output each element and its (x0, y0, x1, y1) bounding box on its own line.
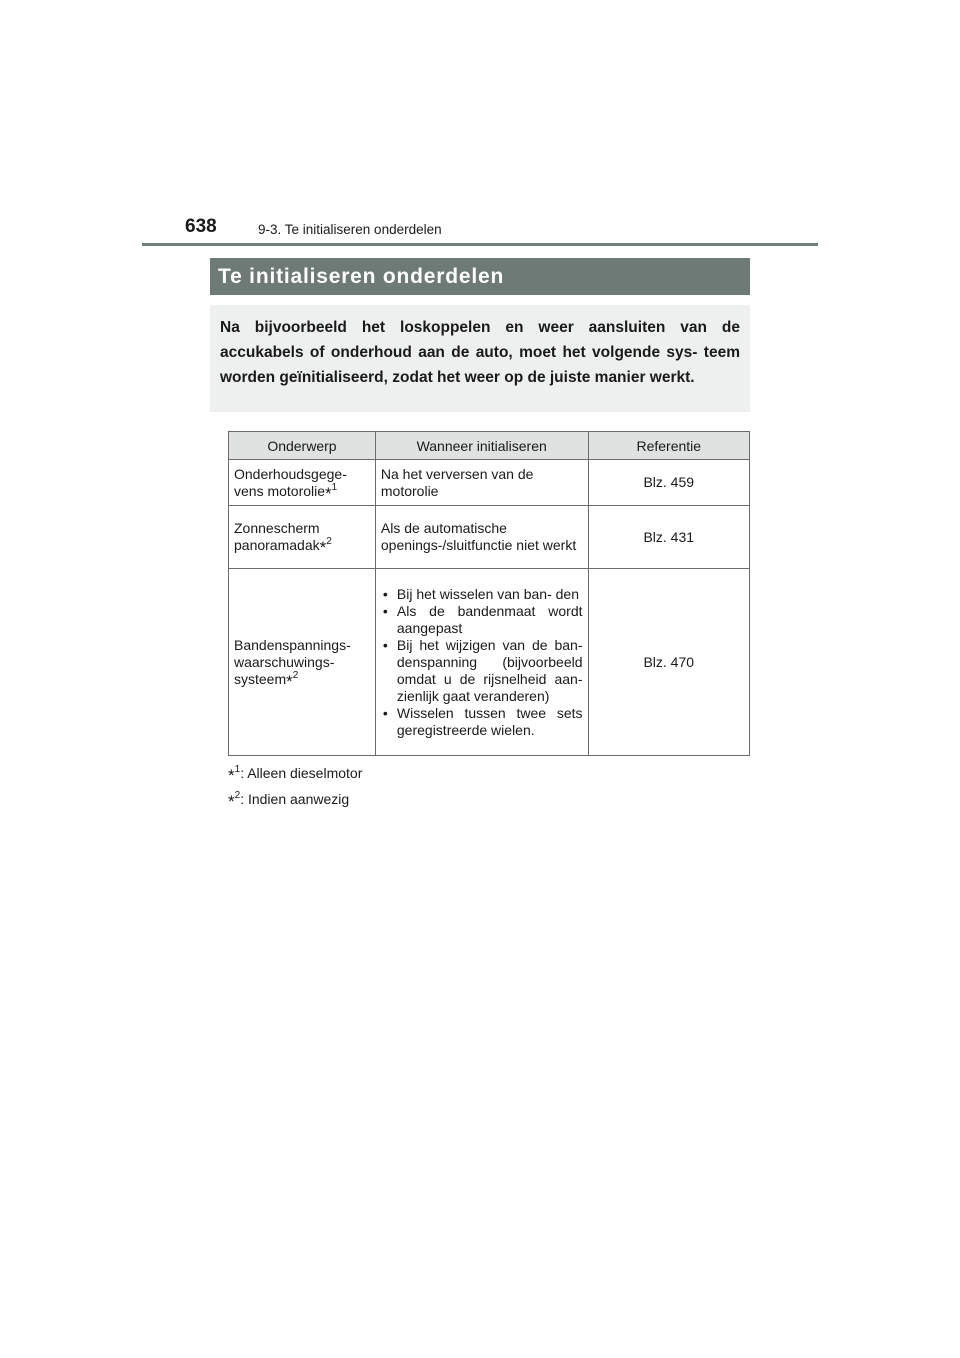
list-item: • Als de bandenmaat wordt aangepast (381, 603, 583, 637)
row-item-cell (229, 460, 376, 506)
header-divider (142, 243, 818, 246)
intro-text: Na bijvoorbeeld het loskoppelen en weer aansluiten van de accukabels of onderhoud aan de auto, moet het volgende sys- teem worden geïnitialiseerd, zodat het weer op de juiste manier werkt. (220, 319, 740, 386)
footnote-star: * (319, 538, 327, 557)
section-title-bar (210, 258, 750, 295)
list-item: • Wisselen tussen twee sets geregistreerde wielen. (381, 705, 583, 739)
row-when: Na het verversen van de motorolie (375, 460, 588, 506)
initialization-table (228, 431, 750, 756)
row-reference: Blz. 470 (588, 569, 750, 756)
bullet-list (381, 586, 583, 739)
row-item: Zonnescherm panoramadak (234, 520, 320, 553)
row-item: Onderhoudsgege- vens motorolie (234, 465, 347, 499)
table-row (229, 569, 750, 756)
row-reference: Blz. 431 (588, 506, 750, 569)
header-wanneer: Wanneer initialiseren (375, 432, 588, 460)
row-item-cell (229, 506, 376, 569)
footnote-number: 1 (331, 481, 338, 493)
row-reference: Blz. 459 (588, 460, 750, 506)
section-title: Te initialiseren onderdelen (218, 264, 505, 288)
row-when: Als de automatische openings-/sluitfunctie niet werkt (375, 506, 588, 569)
row-when-list-cell (375, 569, 588, 756)
footnote-star: * (228, 792, 235, 811)
footnote-star: * (325, 483, 332, 503)
footnote-number: 2 (234, 790, 241, 801)
footnote-number: 1 (234, 764, 241, 775)
footnote-star: * (228, 766, 235, 785)
footnote-number: 2 (326, 536, 332, 547)
list-item: • Bij het wisselen van ban- den (381, 586, 583, 603)
header-onderwerp: Onderwerp (229, 432, 376, 460)
footnote-1 (228, 764, 363, 785)
footnote-text: : Alleen dieselmotor (240, 765, 363, 781)
page-number: 638 (185, 216, 217, 237)
header-referentie: Referentie (588, 432, 750, 460)
list-item: • Bij het wijzigen van de ban- denspanning (bijvoorbeeld omdat u de rijsnelheid aan- zienlijk gaat veranderen) (381, 637, 583, 705)
row-item: Bandenspannings- waarschuwings- systeem (234, 636, 351, 687)
table-row (229, 460, 750, 506)
table-row (229, 506, 750, 569)
footnote-2 (228, 790, 350, 811)
row-item-cell (229, 569, 376, 756)
table-header-row (229, 432, 750, 460)
footnote-number: 2 (292, 669, 299, 681)
section-breadcrumb: 9-3. Te initialiseren onderdelen (258, 222, 442, 237)
intro-box (210, 305, 750, 412)
footnote-text: : Indien aanwezig (240, 791, 350, 807)
footnote-star: * (286, 671, 293, 691)
